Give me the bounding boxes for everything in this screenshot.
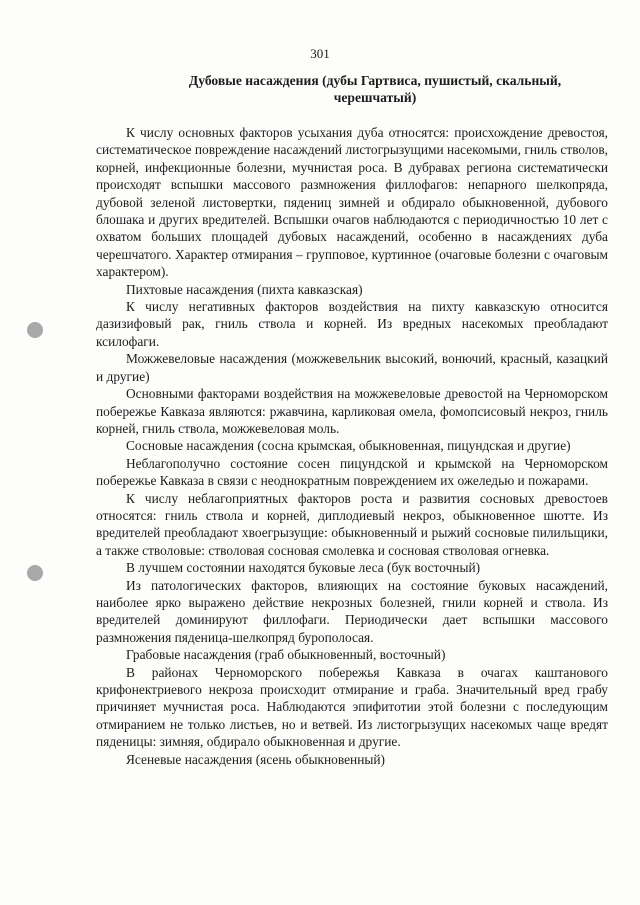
body-text (96, 124, 608, 768)
heading-juniper: Можжевеловые насаждения (можжевельник высокий, вонючий, красный, казацкий и другие) (96, 351, 608, 384)
paragraph-oak: К числу основных факторов усыхания дуба относятся: происхождение древостоя, систематическое повреждение насаждений листогрызущими насекомыми, гниль стволов, корней, инфекционные болезни, мучнистая роса. В дубравах региона систематически происходят вспышки массового размножения филлофагов: непарного шелкопряда, дубовой зеленой листовертки, пядениц зимней и обдирало обыкновенной, дубового блошака и других вредителей. Вспышки очагов наблюдаются с периодичностью 10 лет с охватом больших площадей дубовых насаждений, особенно в насаждениях дуба черешчатого. Характер отмирания – групповое, куртинное (очаговые болезни с очаговым характером). (96, 125, 608, 280)
paragraph-juniper: Основными факторами воздействия на можжевеловые древостой на Черноморском побережье Кавказа являются: ржавчина, карликовая омела, фомопсисовый некроз, гниль корней, гниль ствола, можжевеловая моль. (96, 386, 608, 436)
heading-fir: Пихтовые насаждения (пихта кавказская) (126, 281, 363, 297)
section-title: Дубовые насаждения (дубы Гартвиса, пушистый, скальный, черешчатый) (188, 73, 562, 105)
paragraph-beech: Из патологических факторов, влияющих на состояние буковых насаждений, наиболее ярко выражено действие некрозных болезней, гнили корней и ствола. Из вредителей доминируют филлофаги. Периодически дает вспышки массового размножения пяденица-шелкопряд бурополосая. (96, 577, 608, 645)
paragraph-hornbeam: В районах Черноморского побережья Кавказа в очагах каштанового крифонектриевого некроза происходит отмирание и граба. Значительный вред грабу причиняет мучнистая роса. Наблюдаются эпифитотии этой болезни с последующим отмиранием не только листьев, но и ветвей. Из листогрызущих насекомых чаще вредят пяденицы: зимняя, обдирало обыкновенная и другие. (96, 664, 608, 750)
heading-hornbeam: Грабовые насаждения (граб обыкновенный, восточный) (126, 647, 446, 663)
paragraph-fir: К числу негативных факторов воздействия на пихту кавказскую относится дазизифовый рак, гниль ствола и корней. Из вредных насекомых преобладают ксилофаги. (96, 299, 608, 349)
punch-hole-bottom (27, 565, 43, 581)
punch-hole-top (27, 322, 43, 338)
heading-pine: Сосновые насаждения (сосна крымская, обыкновенная, пицундская и другие) (126, 438, 571, 454)
heading-ash: Ясеневые насаждения (ясень обыкновенный) (126, 751, 386, 767)
paragraph-pine-factors: К числу неблагоприятных факторов роста и развития сосновых древостоев относятся: гниль ствола и корней, диплодиевый некроз, обыкновенное шютте. Из вредителей преобладают хвоегрызущие: обыкновенный и рыжий сосновые пилильщики, а также стволовые: стволовая сосновая смолевка и сосновая стволовая огневка. (96, 490, 608, 558)
page-number: 301 (310, 46, 330, 61)
paragraph-pine-state: Неблагополучно состояние сосен пицундской и крымской на Черноморском побережье Кавказа в связи с неоднократным повреждением их ожеледью и пожарами. (96, 455, 608, 489)
heading-beech: В лучшем состоянии находятся буковые леса (бук восточный) (126, 560, 481, 576)
